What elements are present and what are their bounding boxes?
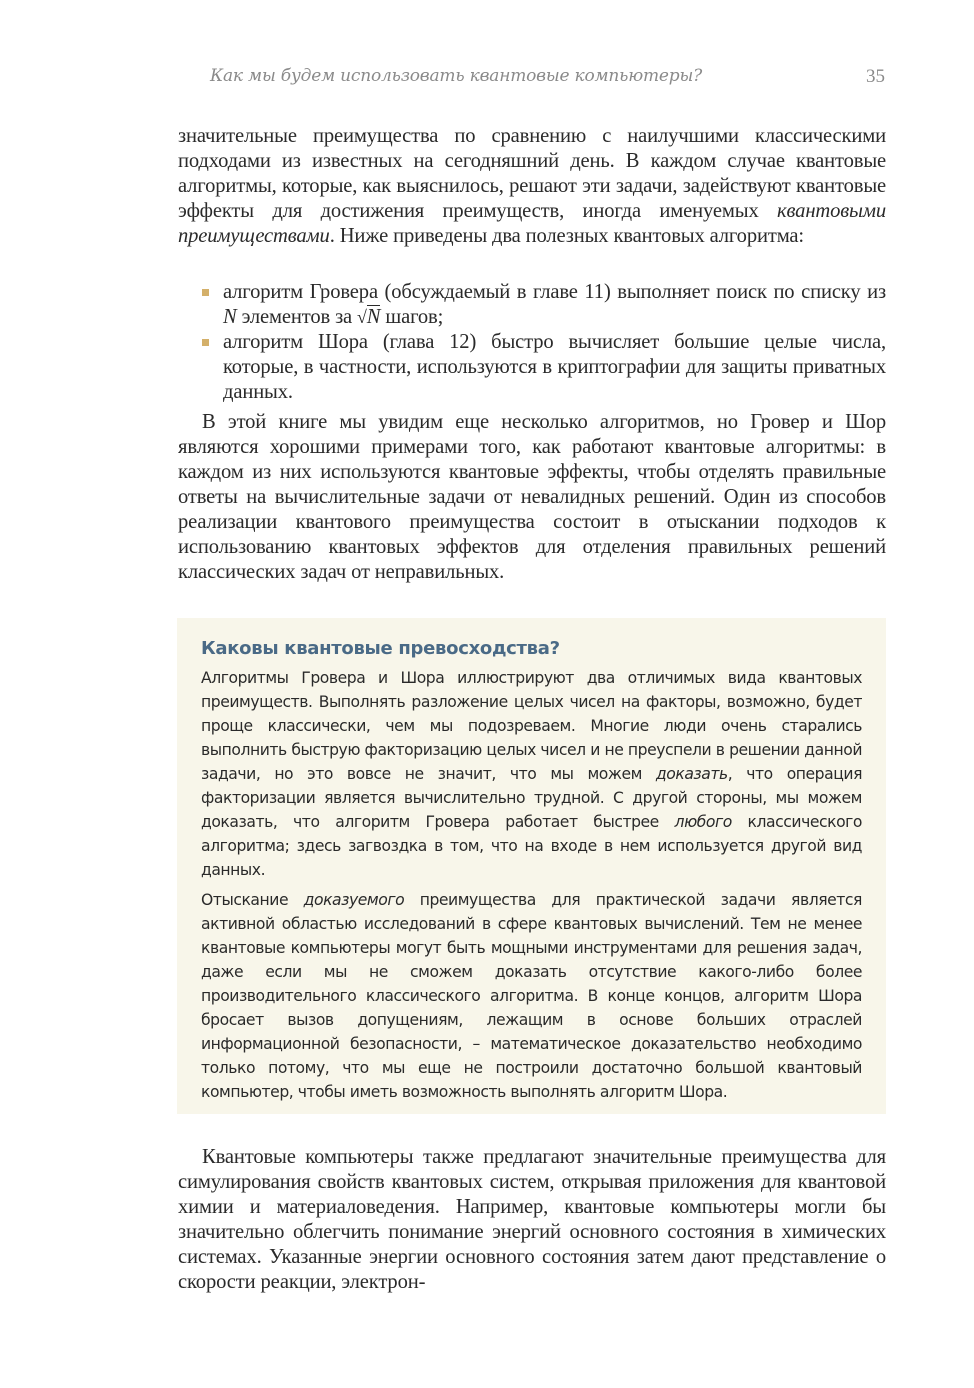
paragraph-3 [178, 1145, 886, 1295]
emphasis-any: любого [674, 813, 732, 831]
paragraph-2 [178, 410, 886, 585]
paragraph-1-text: значительные преимущества по сравнению с наилучшими классическими подходами из известных на сегодняшний день. В каждом случае квантовые алгоритмы, которые, как выяснилось, решают эти задачи, задействуют квантовые эффекты для достижения преимуществ, иногда именуемых [178, 125, 886, 222]
page-number: 35 [866, 66, 885, 87]
running-head [210, 66, 885, 94]
callout-text: Алгоритмы Гровера и Шора иллюстрируют два отличимых вида квантовых преимуществ. Выполнять разложение целых чисел на факторы, возможно, будет проще классически, чем мы подозреваем. Многие люди очень старались выполнить быструю факторизацию целых чисел и не преуспели в решении данной задачи, но это вовсе не значит, что мы можем [201, 669, 862, 783]
sqrt-n-formula [357, 306, 380, 328]
callout-text: классического алгоритма; здесь загвоздка в том, что на входе в нем используется другой вид данных. [201, 813, 863, 879]
math-variable-n: N [223, 306, 237, 328]
square-bullet-icon [202, 289, 209, 296]
list-item-text: шагов; [380, 306, 444, 328]
callout-text: , что операция факторизации является вычислительно трудной. С другой стороны, мы можем доказать, что алгоритм Гровера работает быстрее [201, 765, 863, 831]
paragraph-1-tail: . Ниже приведены два полезных квантовых алгоритма: [329, 225, 804, 247]
running-head-title: Как мы будем использовать квантовые компьютеры? [210, 66, 703, 86]
algorithm-list [178, 280, 886, 405]
list-item-grover [178, 280, 886, 330]
sidebar-callout-box [177, 618, 886, 1114]
callout-text: преимущества для практической задачи является активной областью исследований в сфере квантовых вычислений. Тем не менее квантовые компьютеры могут быть мощными инструментами для решения задач, даже если мы не сможем доказать отсутствие какого-либо более производительного классического алгоритма. В конце концов, алгоритм Шора бросает вызов допущениям, лежащим в основе больших отраслей информационной безопасности, – математическое доказательство необходимо только потому, что мы еще не построили достаточно большой квантовый компьютер, чтобы иметь возможность выполнять алгоритм Шора. [201, 891, 862, 1101]
callout-heading: Каковы квантовые превосходства? [201, 638, 560, 659]
list-item-text: элементов за [236, 306, 358, 328]
callout-text: Отыскание [201, 891, 304, 909]
callout-paragraph-1 [201, 666, 862, 882]
emphasis-quantum-advantages: квантовыми преимуществами [178, 200, 886, 247]
list-item-shor [178, 330, 886, 405]
callout-paragraph-2 [201, 888, 862, 1104]
list-item-text: алгоритм Шора (глава 12) быстро вычисляет большие целые числа, которые, в частности, используются в криптографии для защиты приватных данных. [223, 331, 886, 403]
sqrt-icon: √ [357, 307, 367, 327]
emphasis-provable: доказуемого [303, 891, 405, 909]
math-variable-n: N [366, 306, 381, 328]
emphasis-prove: доказать [655, 765, 728, 783]
list-item-text: алгоритм Гровера (обсуждаемый в главе 11) выполняет поиск по списку из [223, 281, 886, 303]
square-bullet-icon [202, 339, 209, 346]
paragraph-2-text: В этой книге мы увидим еще несколько алгоритмов, но Гровер и Шор являются хорошими примерами того, как работают квантовые алгоритмы: в каждом из них используются квантовые эффекты, чтобы отделять правильные ответы на вычислительные задачи от невалидных решений. Один из способов реализации квантового преимущества состоит в отыскании подходов к использованию квантовых эффектов для отделения правильных решений классических задач от неправильных. [178, 411, 886, 583]
paragraph-3-text: Квантовые компьютеры также предлагают значительные преимущества для симулирования свойств квантовых систем, открывая приложения для квантовой химии и материаловедения. Например, квантовые компьютеры могли бы значительно облегчить понимание энергий основного состояния в химических системах. Указанные энергии основного состояния затем дают представление о скорости реакции, электрон- [178, 1146, 886, 1293]
paragraph-1 [178, 124, 886, 249]
